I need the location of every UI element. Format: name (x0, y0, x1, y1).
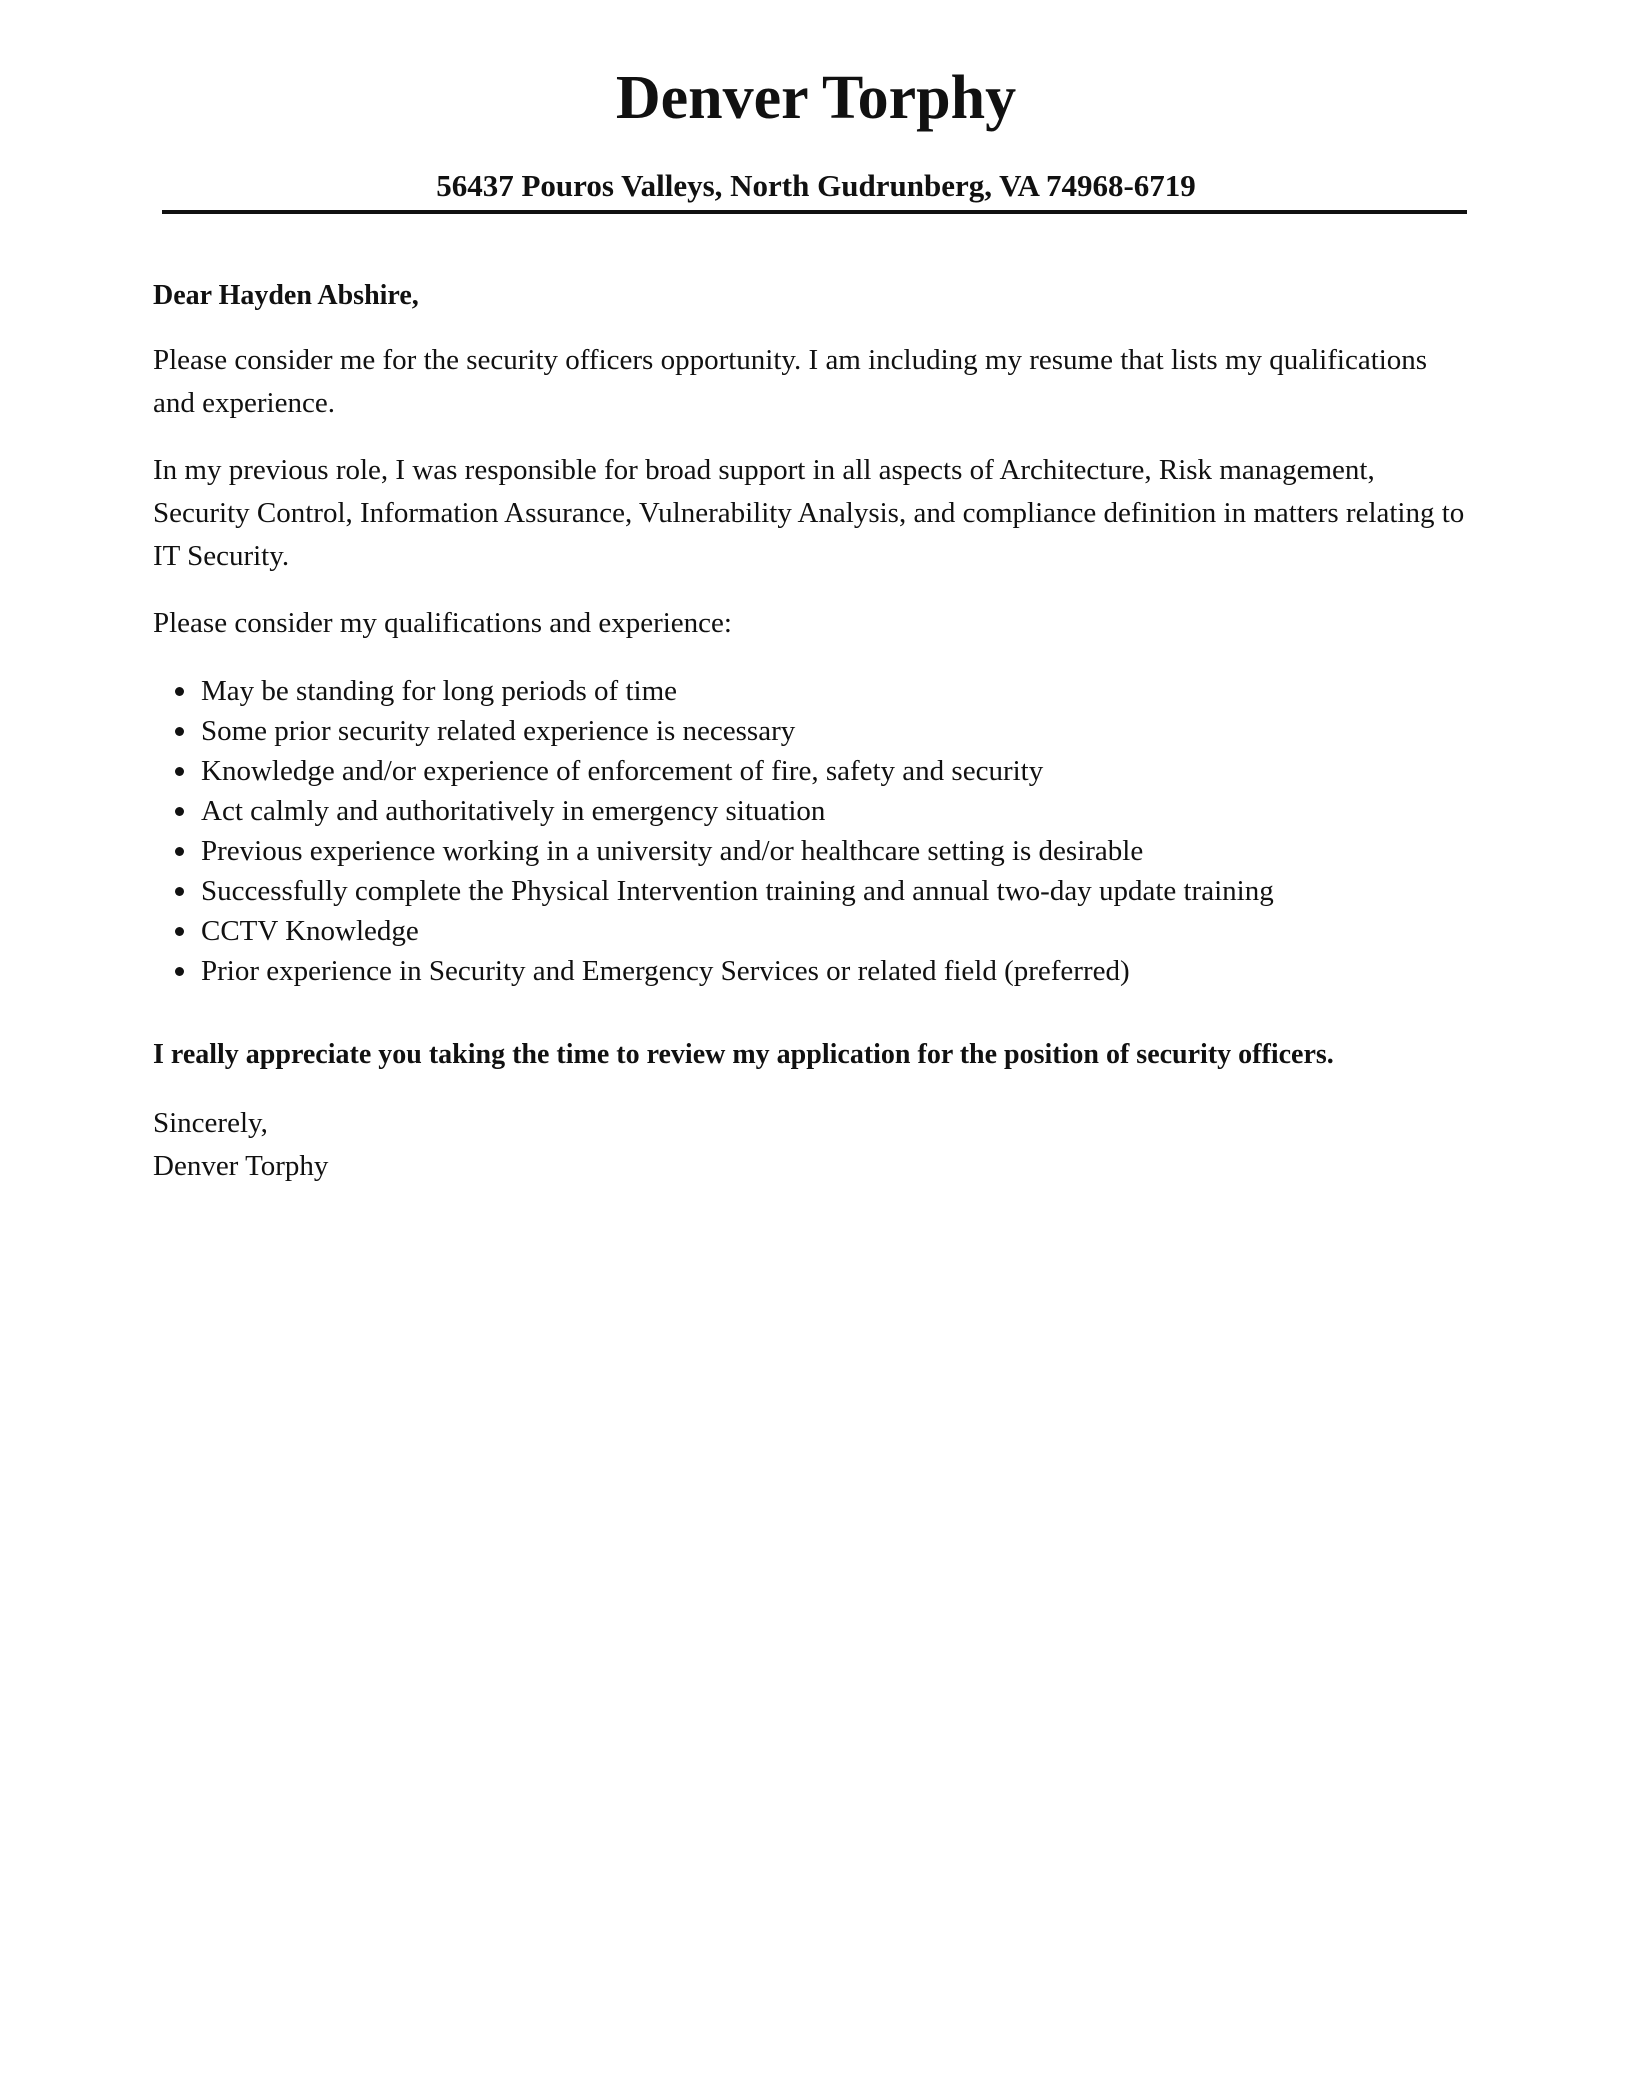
list-item (201, 911, 1473, 951)
list-item-text: Previous experience working in a university and/or healthcare setting is desirable (201, 835, 1144, 867)
list-item (201, 751, 1473, 791)
list-item-text: May be standing for long periods of time (201, 675, 677, 707)
list-item (201, 951, 1473, 991)
header-divider (162, 210, 1467, 214)
list-item (201, 671, 1473, 711)
sender-address: 56437 Pouros Valleys, North Gudrunberg, VA 74968-6719 (436, 168, 1196, 203)
bullet-icon (175, 807, 184, 816)
bullet-icon (175, 767, 184, 776)
list-item-text: Prior experience in Security and Emergency Services or related field (preferred) (201, 955, 1130, 987)
bullet-icon (175, 967, 184, 976)
list-item-text: Knowledge and/or experience of enforcement of fire, safety and security (201, 755, 1044, 787)
list-item-text: CCTV Knowledge (201, 915, 419, 947)
list-item (201, 831, 1473, 871)
bullet-icon (175, 727, 184, 736)
qualifications-intro: Please consider my qualifications and experience: (153, 607, 732, 639)
sender-name: Denver Torphy (615, 64, 1017, 132)
list-item (201, 711, 1473, 751)
bullet-icon (175, 887, 184, 896)
list-item-text: Some prior security related experience is necessary (201, 715, 796, 747)
experience-paragraph: In my previous role, I was responsible for broad support in all aspects of Architecture, Risk management, Security Control, Information Assurance, Vulnerability Analysis, and compliance definition in matters relating to IT Security. (153, 454, 1465, 572)
qualifications-list (153, 671, 1473, 991)
list-item-text: Act calmly and authoritatively in emergency situation (201, 795, 826, 827)
salutation: Dear Hayden Abshire, (153, 280, 419, 311)
signoff-block (153, 1102, 1473, 1188)
signoff: Sincerely, (153, 1107, 268, 1139)
bullet-icon (175, 847, 184, 856)
closing-statement: I really appreciate you taking the time to review my application for the position of security officers. (153, 1039, 1334, 1070)
list-item (201, 871, 1473, 911)
signature-name: Denver Torphy (153, 1150, 329, 1182)
bullet-icon (175, 927, 184, 936)
bullet-icon (175, 687, 184, 696)
list-item-text: Successfully complete the Physical Intervention training and annual two-day update training (201, 875, 1274, 907)
intro-paragraph: Please consider me for the security officers opportunity. I am including my resume that lists my qualifications and experience. (153, 344, 1428, 419)
letter-body (153, 274, 1473, 1188)
list-item (201, 791, 1473, 831)
